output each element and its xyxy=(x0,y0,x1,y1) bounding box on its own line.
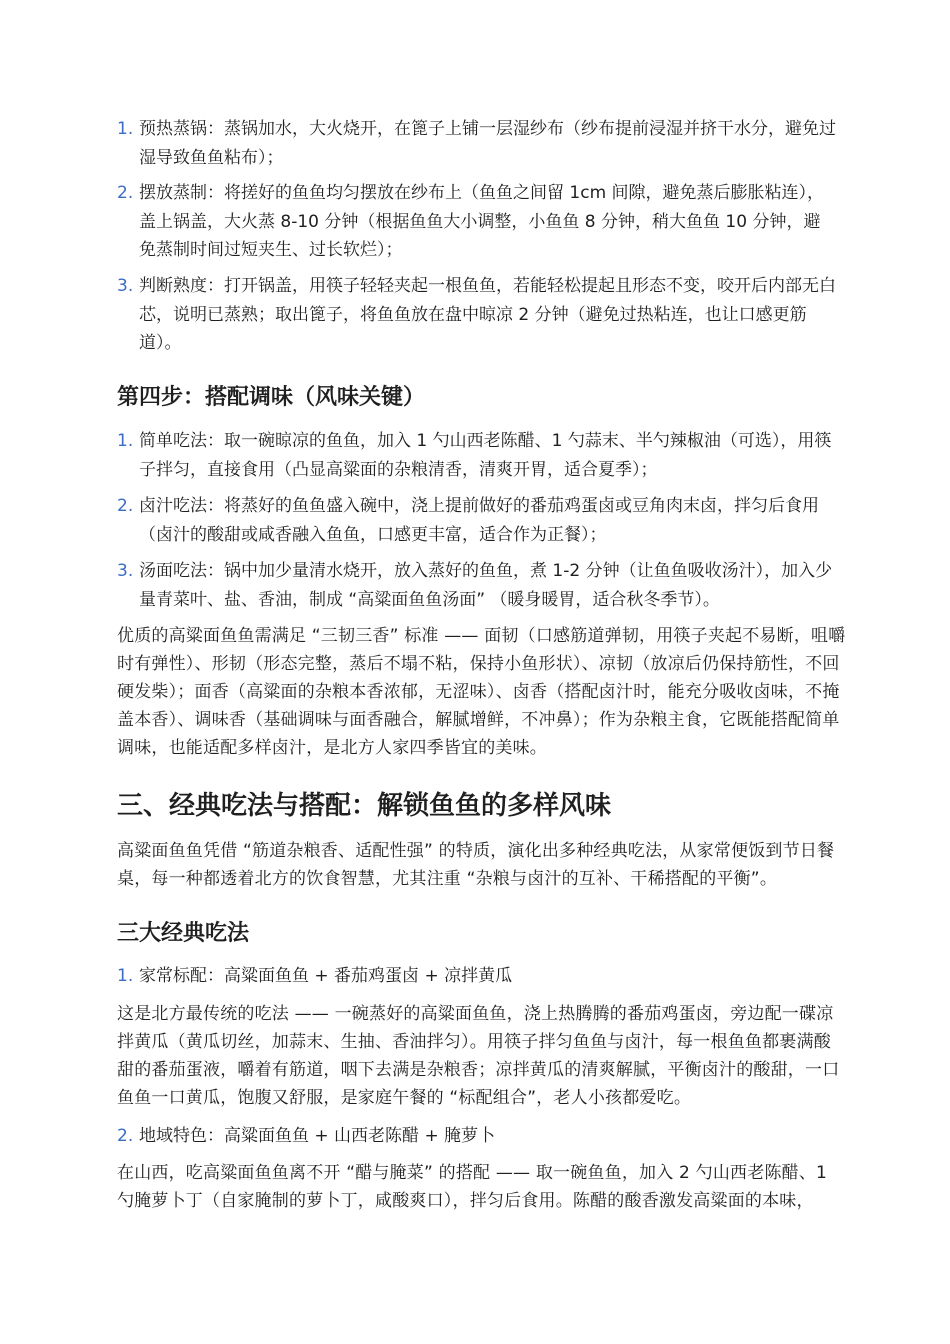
list-item xyxy=(117,427,837,484)
list-number: 1. xyxy=(117,431,134,451)
list-text: 汤面吃法：锅中加少量清水烧开，放入蒸好的鱼鱼，煮 1-2 分钟（让鱼鱼吸收汤汁），加入少量青菜叶、盐、香油，制成 “高粱面鱼鱼汤面” （暖身暖胃，适合秋冬季节）。 xyxy=(139,561,833,610)
list-item xyxy=(117,115,837,172)
list-number: 3. xyxy=(117,561,134,581)
list-number: 2. xyxy=(117,1126,134,1146)
list-item xyxy=(117,557,837,614)
list-item xyxy=(117,962,837,991)
section3-heading: 三、经典吃法与搭配：解锁鱼鱼的多样风味 xyxy=(117,791,612,821)
list-item xyxy=(117,492,837,549)
list-text: 地域特色：高粱面鱼鱼 + 山西老陈醋 + 腌萝卜 xyxy=(139,1126,496,1146)
list-number: 3. xyxy=(117,276,134,296)
classic-1-paragraph: 这是北方最传统的吃法 —— 一碗蒸好的高粱面鱼鱼，浇上热腾腾的番茄鸡蛋卤，旁边配一碟凉拌黄瓜（黄瓜切丝，加蒜末、生抽、香油拌匀）。用筷子拌匀鱼鱼与卤汁，每一根鱼鱼都裹满酸甜的番茄蛋液，嚼着有筋道，咽下去满是杂粮香；凉拌黄瓜的清爽解腻，平衡卤汁的酸甜，一口鱼鱼一口黄瓜，饱腹又舒服，是家庭午餐的 “标配组合”，老人小孩都爱吃。 xyxy=(117,1004,840,1108)
list-text: 预热蒸锅：蒸锅加水，大火烧开，在篦子上铺一层湿纱布（纱布提前浸湿并挤干水分，避免过湿导致鱼鱼粘布）； xyxy=(139,119,836,168)
section3-intro: 高粱面鱼鱼凭借 “筋道杂粮香、适配性强” 的特质，演化出多种经典吃法，从家常便饭到节日餐桌，每一种都透着北方的饮食智慧，尤其注重 “杂粮与卤汁的互补、干稀搭配的平衡”。 xyxy=(117,841,835,889)
list-item xyxy=(117,1122,837,1151)
list-number: 2. xyxy=(117,496,134,516)
quality-paragraph: 优质的高粱面鱼鱼需满足 “三韧三香” 标准 —— 面韧（口感筋道弹韧，用筷子夹起不易断，咀嚼时有弹性）、形韧（形态完整，蒸后不塌不粘，保持小鱼形状）、凉韧（放凉后仍保持筋性，不回硬发柴）；面香（高粱面的杂粮本香浓郁，无涩味）、卤香（搭配卤汁时，能充分吸收卤味，不掩盖本香）、调味香（基础调味与面香融合，解腻增鲜，不冲鼻）；作为杂粮主食，它既能搭配简单调味，也能适配多样卤汁，是北方人家四季皆宜的美味。 xyxy=(117,626,846,758)
list-item xyxy=(117,272,837,358)
list-text: 简单吃法：取一碗晾凉的鱼鱼，加入 1 勺山西老陈醋、1 勺蒜末、半勺辣椒油（可选），用筷子拌匀，直接食用（凸显高粱面的杂粮清香，清爽开胃，适合夏季）； xyxy=(139,431,832,480)
step4-heading: 第四步：搭配调味（风味关键） xyxy=(117,385,426,410)
classic-2-paragraph: 在山西，吃高粱面鱼鱼离不开 “醋与腌菜” 的搭配 —— 取一碗鱼鱼，加入 2 勺山西老陈醋、1 勺腌萝卜丁（自家腌制的萝卜丁，咸酸爽口），拌匀后食用。陈醋的酸香激发高粱面的本味， xyxy=(117,1163,828,1211)
list-text: 卤汁吃法：将蒸好的鱼鱼盛入碗中，浇上提前做好的番茄鸡蛋卤或豆角肉末卤，拌匀后食用（卤汁的酸甜或咸香融入鱼鱼，口感更丰富，适合作为正餐）； xyxy=(139,496,819,545)
list-item xyxy=(117,179,837,265)
list-number: 1. xyxy=(117,966,134,986)
list-number: 2. xyxy=(117,183,134,203)
classic-heading: 三大经典吃法 xyxy=(117,921,250,946)
list-number: 1. xyxy=(117,119,134,139)
list-text: 家常标配：高粱面鱼鱼 + 番茄鸡蛋卤 + 凉拌黄瓜 xyxy=(139,966,513,986)
list-text: 摆放蒸制：将搓好的鱼鱼均匀摆放在纱布上（鱼鱼之间留 1cm 间隙，避免蒸后膨胀粘连），盖上锅盖，大火蒸 8-10 分钟（根据鱼鱼大小调整，小鱼鱼 8 分钟，稍大鱼鱼 10 分钟，避免蒸制时间过短夹生、过长软烂）； xyxy=(139,183,825,260)
list-text: 判断熟度：打开锅盖，用筷子轻轻夹起一根鱼鱼，若能轻松提起且形态不变，咬开后内部无白芯，说明已蒸熟；取出篦子，将鱼鱼放在盘中晾凉 2 分钟（避免过热粘连，也让口感更筋道）。 xyxy=(139,276,836,353)
